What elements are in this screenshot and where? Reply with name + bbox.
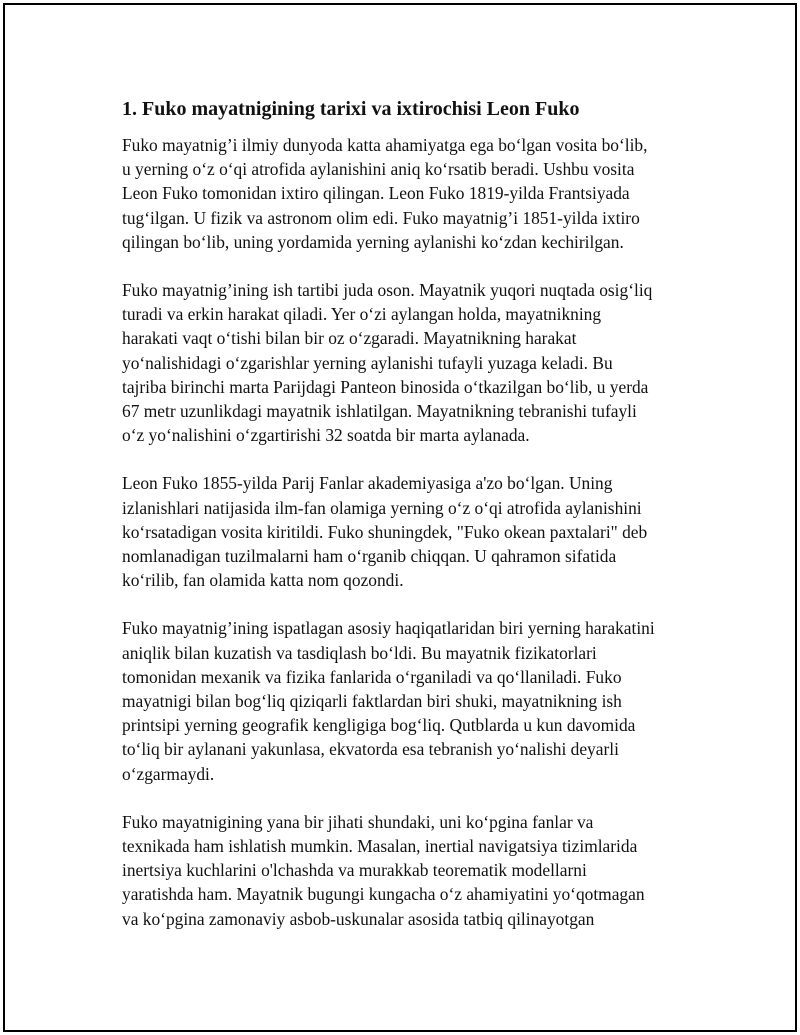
text-line: Leon Fuko 1855-yilda Parij Fanlar akademiyasiga a'zo bo‘lgan. Uning — [122, 473, 613, 494]
page-title: 1. Fuko mayatnigining tarixi va ixtirochisi Leon Fuko — [122, 98, 580, 120]
text-line: ko‘rsatadigan vosita kiritildi. Fuko shuningdek, "Fuko okean paxtalari" deb — [122, 521, 648, 542]
text-line: Fuko mayatnig’ining ish tartibi juda oson. Mayatnik yuqori nuqtada osig‘liq — [122, 280, 653, 301]
text-line: Leon Fuko tomonidan ixtiro qilingan. Leon Fuko 1819-yilda Frantsiyada — [122, 183, 630, 204]
text-line: ko‘rilib, fan olamida katta nom qozondi. — [122, 570, 404, 591]
text-line: turadi va erkin harakat qiladi. Yer o‘zi aylangan holda, mayatnikning — [122, 304, 602, 325]
text-line: aniqlik bilan kuzatish va tasdiqlash bo‘ldi. Bu mayatnik fizikatorlari — [122, 642, 597, 663]
document-body — [120, 97, 690, 955]
text-line: yo‘nalishidagi o‘zgarishlar yerning aylanishi tufayli yuzaga keladi. Bu — [122, 352, 613, 373]
text-line: to‘liq bir aylanani yakunlasa, ekvatorda esa tebranish yo‘nalishi deyarli — [122, 739, 619, 760]
text-line: va ko‘pgina zamonaviy asbob-uskunalar asosida tatbiq qilinayotgan — [122, 908, 595, 929]
text-line: texnikada ham ishlatish mumkin. Masalan, inertial navigatsiya tizimlarida — [122, 836, 638, 857]
text-line: 67 metr uzunlikdagi mayatnik ishlatilgan. Mayatnikning tebranishi tufayli — [122, 401, 637, 422]
paragraph-4 — [122, 616, 690, 785]
text-line: yaratishda ham. Mayatnik bugungi kungacha o‘z ahamiyatini yo‘qotmagan — [122, 884, 645, 905]
text-line: izlanishlari natijasida ilm-fan olamiga yerning o‘z o‘qi atrofida aylanishini — [122, 497, 642, 518]
text-line: tajriba birinchi marta Parijdagi Panteon binosida o‘tkazilgan bo‘lib, u yerda — [122, 376, 649, 397]
paragraph-1 — [122, 133, 690, 254]
paragraph-2 — [122, 278, 690, 447]
page-frame — [3, 3, 797, 1032]
text-line: nomlanadigan tuzilmalarni ham o‘rganib chiqqan. U qahramon sifatida — [122, 546, 617, 567]
paragraph-5 — [122, 810, 690, 931]
text-line: u yerning o‘z o‘qi atrofida aylanishini aniq ko‘rsatib beradi. Ushbu vosita — [122, 159, 635, 180]
text-line: harakati vaqt o‘tishi bilan bir oz o‘zgaradi. Mayatnikning harakat — [122, 328, 577, 349]
text-line: o‘z yo‘nalishini o‘zgartirishi 32 soatda bir marta aylanada. — [122, 425, 530, 446]
text-line: inertsiya kuchlarini o'lchashda va murakkab teorematik modellarni — [122, 860, 587, 881]
text-line: mayatnigi bilan bog‘liq qiziqarli faktlardan biri shuki, mayatnikning ish — [122, 691, 622, 712]
text-line: printsipi yerning geografik kengligiga bog‘liq. Qutblarda u kun davomida — [122, 715, 636, 736]
paragraph-3 — [122, 471, 690, 592]
text-line: Fuko mayatnig’ining ispatlagan asosiy haqiqatlaridan biri yerning harakatini — [122, 618, 655, 639]
text-line: Fuko mayatnigining yana bir jihati shundaki, uni ko‘pgina fanlar va — [122, 811, 594, 832]
text-line: tug‘ilgan. U fizik va astronom olim edi. Fuko mayatnig’i 1851-yilda ixtiro — [122, 207, 640, 228]
text-line: o‘zgarmaydi. — [122, 763, 215, 784]
text-line: Fuko mayatnig’i ilmiy dunyoda katta ahamiyatga ega bo‘lgan vosita bo‘lib, — [122, 135, 648, 155]
text-line: tomonidan mexanik va fizika fanlarida o‘rganiladi va qo‘llaniladi. Fuko — [122, 666, 622, 687]
text-line: qilingan bo‘lib, uning yordamida yerning aylanishi ko‘zdan kechirilgan. — [122, 231, 624, 252]
